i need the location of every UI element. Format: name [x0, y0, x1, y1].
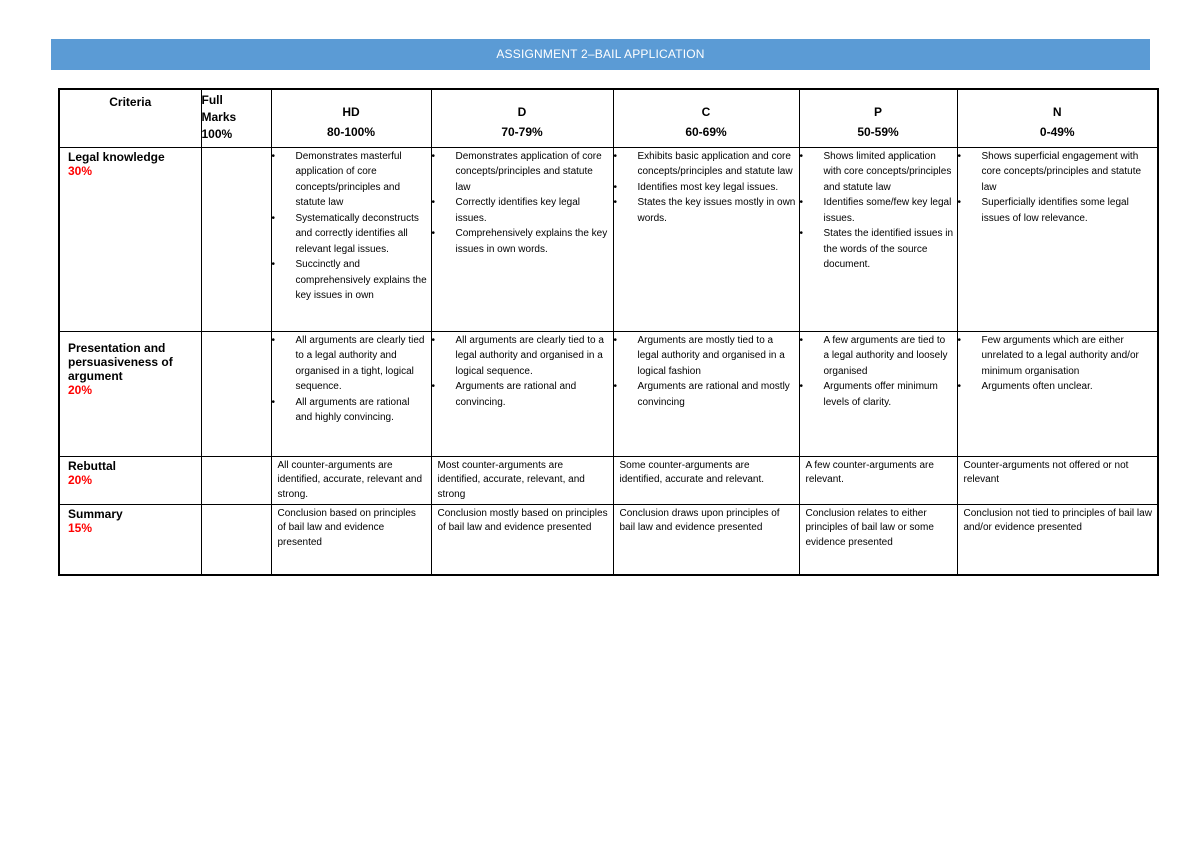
descriptor-cell-c: [613, 331, 799, 456]
descriptor-point: • All arguments are clearly tied to a legal authority and organised in a logical sequence.: [432, 333, 610, 380]
grade-range: 50-59%: [857, 125, 899, 139]
marks-cell: [201, 504, 271, 575]
criterion-weight: 20%: [68, 472, 93, 487]
descriptor-point: • Arguments are rational and convincing.: [432, 379, 610, 410]
descriptor-point: • Arguments are rational and mostly convincing: [614, 379, 796, 410]
grade-range: 80-100%: [326, 125, 376, 139]
full-marks-header: [201, 89, 271, 147]
descriptor-point: • Shows limited application with core concepts/principles and statute law: [800, 149, 954, 196]
criterion-name: Summary: [68, 506, 123, 521]
descriptor-point: • Correctly identifies key legal issues.: [432, 195, 610, 226]
descriptor-cell-d: Conclusion mostly based on principles of bail law and evidence presented: [431, 504, 613, 575]
descriptor-point: • A few arguments are tied to a legal authority and loosely organised: [800, 333, 954, 380]
criteria-header: Criteria: [59, 89, 201, 147]
descriptor-point: • Systematically deconstructs and correctly identifies all relevant legal issues.: [272, 211, 428, 258]
grade-code: C: [701, 105, 711, 119]
descriptor-cell-d: [431, 147, 613, 331]
grade-header-n: [957, 89, 1158, 147]
marks-cell: [201, 456, 271, 504]
criterion-row-presentation: [59, 331, 1158, 456]
full-marks-line-2: Marks: [201, 110, 237, 124]
assignment-banner: ASSIGNMENT 2–BAIL APPLICATION: [51, 39, 1150, 70]
descriptor-cell-hd: [271, 147, 431, 331]
grade-header-p: [799, 89, 957, 147]
descriptor-point: • Identifies some/few key legal issues.: [800, 195, 954, 226]
descriptor-point: • States the identified issues in the words of the source document.: [800, 226, 954, 273]
criterion-row-legal-knowledge: [59, 147, 1158, 331]
descriptor-cell-hd: All counter-arguments are identified, accurate, relevant and strong.: [271, 456, 431, 504]
descriptor-point: • States the key issues mostly in own words.: [614, 195, 796, 226]
grade-header-hd: [271, 89, 431, 147]
descriptor-cell-n: Conclusion not tied to principles of bail law and/or evidence presented: [957, 504, 1158, 575]
descriptor-point: • Succinctly and comprehensively explains the key issues in own: [272, 257, 428, 304]
criterion-weight: 15%: [68, 520, 93, 535]
criterion-cell: [59, 456, 201, 504]
descriptor-cell-c: [613, 147, 799, 331]
marks-cell: [201, 331, 271, 456]
descriptor-point: • Superficially identifies some legal issues of low relevance.: [958, 195, 1155, 226]
criterion-cell: [59, 147, 201, 331]
criterion-name: Presentation and persuasiveness of argument: [68, 340, 173, 383]
criterion-name: Rebuttal: [68, 458, 116, 473]
descriptor-point: • Demonstrates masterful application of core concepts/principles and statute law: [272, 149, 428, 211]
criterion-weight: 20%: [68, 382, 93, 397]
full-marks-line-3: 100%: [201, 127, 233, 141]
descriptor-point: • Demonstrates application of core concepts/principles and statute law: [432, 149, 610, 196]
descriptor-cell-p: Conclusion relates to either principles of bail law or some evidence presented: [799, 504, 957, 575]
descriptor-point: • Exhibits basic application and core concepts/principles and statute law: [614, 149, 796, 180]
descriptor-cell-p: [799, 331, 957, 456]
grade-header-c: [613, 89, 799, 147]
descriptor-point: • Arguments are mostly tied to a legal authority and organised in a logical fashion: [614, 333, 796, 380]
descriptor-point: • Comprehensively explains the key issues in own words.: [432, 226, 610, 257]
grade-range: 0-49%: [1039, 125, 1075, 139]
criterion-row-rebuttal: [59, 456, 1158, 504]
grade-range: 60-69%: [685, 125, 727, 139]
descriptor-cell-hd: [271, 331, 431, 456]
marks-cell: [201, 147, 271, 331]
descriptor-point: • Few arguments which are either unrelated to a legal authority and/or minimum organisation: [958, 333, 1155, 380]
descriptor-cell-hd: Conclusion based on principles of bail law and evidence presented: [271, 504, 431, 575]
descriptor-point: • All arguments are clearly tied to a legal authority and organised in a tight, logical sequence.: [272, 333, 428, 395]
criterion-cell: [59, 504, 201, 575]
descriptor-cell-c: Conclusion draws upon principles of bail law and evidence presented: [613, 504, 799, 575]
grade-code: P: [873, 105, 882, 119]
descriptor-cell-n: Counter-arguments not offered or not relevant: [957, 456, 1158, 504]
grade-code: N: [1052, 105, 1062, 119]
header-row: [59, 89, 1158, 147]
descriptor-cell-d: [431, 331, 613, 456]
grade-range: 70-79%: [501, 125, 543, 139]
marking-rubric-table: [58, 88, 1159, 576]
criterion-weight: 30%: [68, 163, 93, 178]
grade-header-d: [431, 89, 613, 147]
grade-code: HD: [342, 105, 360, 119]
criterion-row-summary: [59, 504, 1158, 575]
descriptor-point: • Identifies most key legal issues.: [614, 180, 796, 196]
criterion-name: Legal knowledge: [68, 149, 165, 164]
descriptor-cell-c: Some counter-arguments are identified, accurate and relevant.: [613, 456, 799, 504]
full-marks-line-1: Full: [201, 93, 223, 107]
criterion-cell: [59, 331, 201, 456]
descriptor-point: • All arguments are rational and highly convincing.: [272, 395, 428, 426]
descriptor-cell-p: A few counter-arguments are relevant.: [799, 456, 957, 504]
descriptor-point: • Arguments often unclear.: [958, 379, 1155, 395]
grade-code: D: [517, 105, 527, 119]
descriptor-cell-p: [799, 147, 957, 331]
descriptor-point: • Arguments offer minimum levels of clarity.: [800, 379, 954, 410]
descriptor-cell-n: [957, 147, 1158, 331]
descriptor-cell-d: Most counter-arguments are identified, accurate, relevant, and strong: [431, 456, 613, 504]
descriptor-point: • Shows superficial engagement with core concepts/principles and statute law: [958, 149, 1155, 196]
descriptor-cell-n: [957, 331, 1158, 456]
